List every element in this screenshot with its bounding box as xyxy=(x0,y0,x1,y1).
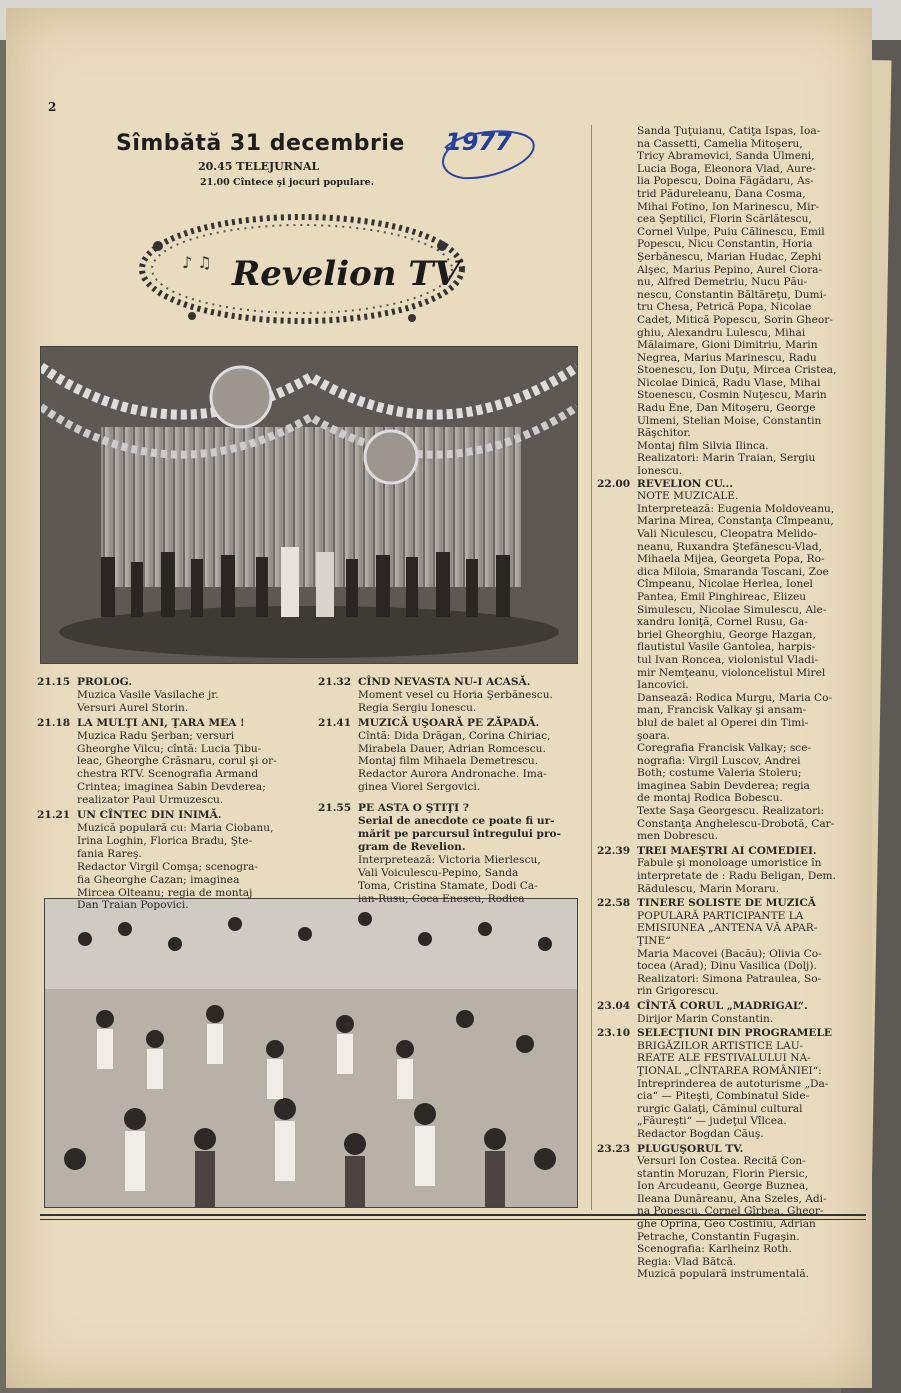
program-line: nu, Alfred Demetriu, Nucu Pău- xyxy=(637,276,808,289)
program-line: Muzica Vasile Vasilache jr. xyxy=(77,688,219,701)
program-line: tru Chesa, Petrică Popa, Nicolae xyxy=(637,301,812,314)
program-line: Lucia Boga, Eleonora Vlad, Aure- xyxy=(637,162,816,175)
program-line: chestra RTV. Scenografia Armand xyxy=(77,768,259,781)
program-time: 21.15 xyxy=(37,676,71,688)
program-line: şoara. xyxy=(637,729,670,742)
program-line: Redactor Virgil Comşa; scenogra- xyxy=(77,860,258,873)
program-line: gram de Revelion. xyxy=(358,840,466,853)
program-line: Regia Sergiu Ionescu. xyxy=(358,701,477,714)
program-line: flautistul Vasile Gantolea, harpis- xyxy=(637,641,816,654)
program-line: Petrache, Constantin Fugaşin. xyxy=(637,1230,800,1243)
program-line: Crintea; imaginea Sabin Devderea; xyxy=(77,781,266,794)
program-line: Mihaela Mijea, Georgeta Popa, Ro- xyxy=(637,553,825,566)
program-line: ian-Rusu, Coca Enescu, Rodica xyxy=(358,892,525,905)
stage-photo-image xyxy=(41,347,577,663)
program-line: Nicolae Dinică, Radu Vlase, Mihai xyxy=(637,376,821,389)
program-line: Vali Voiculescu-Pepino, Sanda xyxy=(358,866,519,879)
left-column xyxy=(37,676,312,914)
program-line: POPULARĂ PARTICIPANTE LA xyxy=(637,909,804,922)
program-line: mărit pe parcursul întregului pro- xyxy=(358,827,562,840)
program-line: Cadet, Mitică Popescu, Sorin Gheor- xyxy=(637,313,833,326)
program-line: Redactor Aurora Andronache. Ima- xyxy=(358,768,547,781)
program-time: 22.58 xyxy=(597,897,631,910)
program-time: 21.32 xyxy=(318,676,352,688)
program-line: Redactor Bogdan Căuş. xyxy=(637,1127,764,1140)
program-line: NOTE MUZICALE. xyxy=(637,490,739,503)
right-column-intro xyxy=(597,125,862,478)
program-entry xyxy=(597,897,862,998)
middle-column xyxy=(318,676,586,907)
right-column xyxy=(597,125,862,1283)
program-line: lia Popescu, Doina Făgădaru, As- xyxy=(637,175,814,188)
program-time: 23.10 xyxy=(597,1027,631,1040)
program-title: UN CÎNTEC DIN INIMĂ. xyxy=(77,809,222,822)
program-line: Muzică populară cu: Maria Ciobanu, xyxy=(77,821,274,834)
program-line: Marina Mirea, Constanţa Cîmpeanu, xyxy=(637,515,834,528)
program-line: Popescu, Nicu Constantin, Horia xyxy=(637,238,813,251)
program-line: tul Ivan Roncea, violonistul Vladi- xyxy=(637,653,819,666)
program-line: Realizatori: Marin Traian, Sergiu xyxy=(637,452,816,465)
program-line: Muzica Radu Şerban; versuri xyxy=(77,729,235,742)
revelion-logo-text: Revelion TV xyxy=(232,254,461,294)
page-title: Sîmbătă 31 decembrie xyxy=(116,131,405,156)
program-line: Interpretează: Victoria Mierlescu, xyxy=(358,853,541,866)
handwritten-year: 1977 xyxy=(445,128,512,156)
column-divider xyxy=(591,125,592,1210)
program-line: Ulmeni, Stelian Moise, Constantin xyxy=(637,414,822,427)
program-line: Iancovici. xyxy=(637,679,689,692)
program-line: Simulescu, Nicolae Simulescu, Ale- xyxy=(637,603,827,616)
program-entry xyxy=(597,1000,862,1025)
program-line: nografia: Virgil Luscov, Andrei xyxy=(637,754,801,767)
program-line: Moment vesel cu Horia Şerbănescu. xyxy=(358,688,553,701)
program-line: man, Francisk Valkay şi ansam- xyxy=(637,704,807,717)
program-time: 22.39 xyxy=(597,844,631,857)
program-line: de montaj Rodica Bobescu. xyxy=(637,792,783,805)
program-time: 21.55 xyxy=(318,802,352,815)
program-line: Versuri Ion Costea. Recită Con- xyxy=(637,1155,806,1168)
program-line: rin Grigorescu. xyxy=(637,985,719,998)
program-line: Şerbănescu, Marian Hudac, Zephi xyxy=(637,250,822,263)
program-line: EMISIUNEA „ANTENA VĂ APAR- xyxy=(637,922,818,935)
program-line: REATE ALE FESTIVALULUI NA- xyxy=(637,1052,811,1065)
program-line: men Dobrescu. xyxy=(637,830,719,843)
program-title: PROLOG. xyxy=(77,676,133,688)
program-line: xandru Ioniţă, Cornel Rusu, Ga- xyxy=(637,616,808,629)
program-line: neanu, Ruxandra Ştefănescu-Vlad, xyxy=(637,540,822,553)
program-line: Texte Saşa Georgescu. Realizatori: xyxy=(637,805,825,818)
program-time: 21.41 xyxy=(318,716,352,729)
program-entry xyxy=(318,717,586,794)
program-line: cia“ — Piteşti, Combinatul Side- xyxy=(637,1090,810,1103)
program-line: Regia: Vlad Bătcă. xyxy=(637,1255,737,1268)
program-line: Cîntă: Dida Drăgan, Corina Chiriac, xyxy=(358,729,551,742)
program-line: Dirijor Marin Constantin. xyxy=(637,1012,774,1025)
folk-dance-photo xyxy=(44,898,578,1208)
program-title: PE ASTA O ŞTIŢI ? xyxy=(358,802,469,815)
folk-dance-photo-image xyxy=(45,899,577,1207)
program-line: realizator Paul Urmuzescu. xyxy=(77,794,224,807)
program-line: Montaj film Silvia Ilinca. xyxy=(637,439,769,452)
program-line: Intreprinderea de autoturisme „Da- xyxy=(637,1077,829,1090)
program-line: ŢINE“ xyxy=(637,935,671,947)
program-entry xyxy=(597,1143,862,1282)
program-line: „Făureşti“ — judeţul Vîlcea. xyxy=(637,1115,787,1128)
program-line: Cîmpeanu, Nicolae Herlea, Ionel xyxy=(637,578,813,591)
program-line: na Popescu, Cornel Gîrbea, Gheor- xyxy=(637,1205,824,1218)
program-line: Toma, Cristina Stamate, Dodi Ca- xyxy=(358,879,538,892)
program-title: MUZICĂ UŞOARĂ PE ZĂPADĂ. xyxy=(358,716,540,729)
program-line: BRIGĂZILOR ARTISTICE LAU- xyxy=(637,1039,804,1052)
program-line: Vali Niculescu, Cleopatra Melido- xyxy=(637,528,818,540)
program-line: 21.00 Cîntece şi jocuri populare. xyxy=(200,177,375,188)
program-title: TREI MAEŞTRI AI COMEDIEI. xyxy=(637,844,817,857)
program-title: SELECŢIUNI DIN PROGRAMELE xyxy=(637,1027,832,1040)
program-entry xyxy=(37,717,312,807)
program-line: Gheorghe Vilcu; cîntă: Lucia Ţibu- xyxy=(77,742,262,755)
program-entry xyxy=(597,845,862,895)
program-time: 21.18 xyxy=(37,716,71,729)
program-line: fia Gheorghe Cazan; imaginea xyxy=(77,873,240,886)
program-entry xyxy=(37,809,312,912)
program-line: blul de balet al Operei din Timi- xyxy=(637,716,809,729)
program-line: Stoenescu, Cosmin Nuţescu, Marin xyxy=(637,389,827,402)
program-line: tocea (Arad); Dinu Vasilica (Dolj). xyxy=(637,960,817,973)
program-line: Ileana Dunăreanu, Ana Szeles, Adi- xyxy=(637,1192,827,1205)
program-line: fania Rareş. xyxy=(77,847,142,860)
program-line: Alşec, Marius Pepino, Aurel Ciora- xyxy=(637,263,823,276)
program-line: ŢIONAL „CÎNTAREA ROMÂNIEI“: xyxy=(637,1064,822,1077)
program-line: Rădulescu, Marin Moraru. xyxy=(637,882,780,895)
program-title: PLUGUŞORUL TV. xyxy=(637,1142,744,1155)
program-line: briel Gheorghiu, George Hazgan, xyxy=(637,628,816,641)
program-time: 23.04 xyxy=(597,999,631,1012)
program-line: Tricy Abramovici, Sanda Ulmeni, xyxy=(637,150,815,163)
program-line: Mircea Olteanu; regia de montaj xyxy=(77,886,253,899)
program-line: Negrea, Marius Marinescu, Radu xyxy=(637,351,817,364)
program-title: CÎND NEVASTA NU-I ACASĂ. xyxy=(358,676,531,688)
program-line: ghe Oprina, Geo Costiniu, Adrian xyxy=(637,1218,816,1231)
program-line: mir Nemţeanu, violoncelistul Mirel xyxy=(637,666,826,679)
program-line: Interpretează: Eugenia Moldoveanu, xyxy=(637,502,835,515)
program-line: Constanţa Anghelescu-Drobotă, Car- xyxy=(637,817,835,830)
program-line: Scenografia: Karlheinz Roth. xyxy=(637,1243,792,1256)
program-line: Pantea, Emil Pinghireac, Elizeu xyxy=(637,590,807,603)
program-line: Dansează: Rodica Murgu, Maria Co- xyxy=(637,691,833,704)
program-line: Ionescu. xyxy=(637,465,683,478)
program-line: stantin Moruzan, Florin Piersic, xyxy=(637,1167,808,1180)
page-number: 2 xyxy=(48,100,57,114)
program-title: TINERE SOLISTE DE MUZICĂ xyxy=(637,897,816,910)
program-line: Radu Ene, Dan Mitoşeru, George xyxy=(637,402,816,415)
program-entry xyxy=(318,802,586,905)
program-line: rurgic Galaţi, Căminul cultural xyxy=(637,1102,803,1115)
program-line: Muzică populară instrumentală. xyxy=(637,1268,810,1281)
program-line: nescu, Constantin Băltăreţu, Dumi- xyxy=(637,288,827,301)
program-entry xyxy=(597,478,862,843)
program-line: dica Miloia, Smaranda Toscani, Zoe xyxy=(637,565,829,578)
program-line: Both; costume Valeria Stoleru; xyxy=(637,767,802,780)
program-line: cea Şeptilici, Florin Scărlătescu, xyxy=(637,213,812,226)
program-line: Mălaimare, Gioni Dimitriu, Marin xyxy=(637,339,818,352)
svg-text:♪ ♫: ♪ ♫ xyxy=(182,253,212,272)
program-line: Stoenescu, Ion Duţu, Mircea Cristea, xyxy=(637,364,837,377)
program-line: ghiu, Alexandru Lulescu, Mihai xyxy=(637,326,806,339)
program-line: ginea Viorel Sergovici. xyxy=(358,781,481,794)
program-line: Montaj film Mihaela Demetrescu. xyxy=(358,755,539,768)
program-line: Versuri Aurel Storin. xyxy=(77,701,189,714)
stage-photo xyxy=(40,346,578,664)
program-line: Irina Loghin, Florica Bradu, Şte- xyxy=(77,834,253,847)
program-title: REVELION CU... xyxy=(637,477,733,490)
right-column-entries xyxy=(597,478,862,1281)
program-line: trid Pădureleanu, Dana Cosma, xyxy=(637,187,806,200)
program-entry xyxy=(597,1027,862,1140)
program-line: Fabule şi monoloage umoristice în xyxy=(637,857,822,870)
program-line: Coregrafia Francisk Valkay; sce- xyxy=(637,742,812,755)
program-line: Ion Arcudeanu, George Buznea, xyxy=(637,1180,809,1193)
program-time: 21.21 xyxy=(37,809,71,822)
program-line: Mihai Fotino, Ion Marinescu, Mir- xyxy=(637,200,820,213)
program-line: Maria Macovei (Bacău); Olivia Co- xyxy=(637,947,822,960)
program-entry xyxy=(318,676,586,715)
program-time: 22.00 xyxy=(597,477,631,490)
program-line: Sanda Ţuţuianu, Catiţa Ispas, Ioa- xyxy=(637,125,821,137)
program-line: Realizatori: Simona Patraulea, So- xyxy=(637,972,822,985)
program-line: Serial de anecdote ce poate fi ur- xyxy=(358,815,555,828)
program-time: 23.23 xyxy=(597,1142,631,1155)
program-line: Cornel Vulpe, Puiu Călinescu, Emil xyxy=(637,225,825,238)
program-line: na Cassetti, Camelia Mitoşeru, xyxy=(637,137,803,150)
program-line: leac, Gheorghe Crăsnaru, corul şi or- xyxy=(77,755,277,768)
program-entry xyxy=(37,676,312,715)
program-line: imaginea Sabin Devderea; regia xyxy=(637,779,810,792)
program-line: Dan Traian Popovici. xyxy=(77,899,189,912)
program-title: LA MULŢI ANI, ŢARA MEA ! xyxy=(77,716,245,729)
program-line: interpretate de : Radu Beligan, Dem. xyxy=(637,870,836,883)
program-title: CÎNTĂ CORUL „MADRIGAL“. xyxy=(637,999,808,1012)
telejurnal-line: 20.45 TELEJURNAL xyxy=(198,160,320,173)
program-line: Mirabela Dauer, Adrian Romcescu. xyxy=(358,742,546,755)
handwritten-circle xyxy=(425,120,540,192)
program-line: Răşchitor. xyxy=(637,427,691,440)
